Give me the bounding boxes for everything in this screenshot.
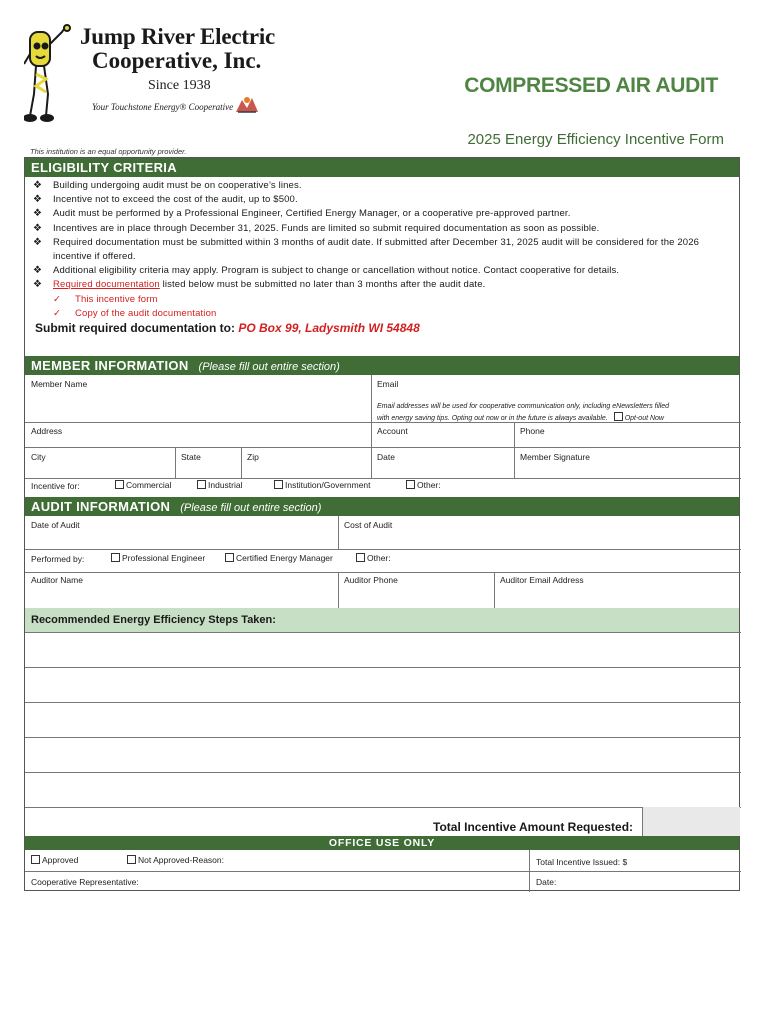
total-incentive-label: Total Incentive Amount Requested: (433, 820, 634, 834)
certified-energy-manager-checkbox[interactable] (225, 553, 234, 562)
form-frame (24, 157, 740, 891)
recommended-step-line[interactable] (25, 667, 741, 668)
not-approved-checkbox[interactable] (127, 855, 136, 864)
diamond-bullet-icon: ❖ (33, 180, 43, 191)
org-since: Since 1938 (148, 78, 211, 93)
professional-engineer-checkbox[interactable] (111, 553, 120, 562)
list-item: ❖ Incentives are in place through December 31, 2025. Funds are limited so submit required documentation as soon as possible. (33, 222, 733, 236)
other-checkbox[interactable] (406, 480, 415, 489)
email-note: Email addresses will be used for cooperative communication only, including eNewsletters filled with energy saving tips. Opting out now or in the future is always available. Opt-out Now (377, 403, 670, 422)
phone-label: Phone (520, 426, 545, 436)
org-name-line1: Jump River Electric (80, 24, 276, 49)
auditor-name-label: Auditor Name (31, 575, 83, 585)
checkmark-icon: ✓ (53, 307, 62, 319)
diamond-bullet-icon: ❖ (33, 279, 43, 291)
auditor-other-checkbox[interactable] (356, 553, 365, 562)
recommended-step-line[interactable] (25, 772, 741, 773)
state-label: State (181, 452, 201, 462)
list-item: ❖ Incentive not to exceed the cost of the audit, up to $500. (33, 193, 733, 207)
audit-info-note: (Please fill out entire section) (180, 502, 322, 514)
commercial-option[interactable]: Commercial (115, 480, 171, 490)
recommended-steps-header: Recommended Energy Efficiency Steps Taken: (25, 608, 739, 632)
required-documentation-link[interactable]: Required documentation (53, 279, 160, 291)
not-approved-option[interactable]: Not Approved-Reason: (127, 855, 224, 865)
list-item: ✓ Copy of the audit documentation (33, 307, 733, 321)
approved-option[interactable]: Approved (31, 855, 78, 865)
member-signature-label: Member Signature (520, 452, 590, 462)
diamond-bullet-icon: ❖ (33, 194, 43, 206)
list-item: ❖ Required documentation must be submitted within 3 months of audit date. If submitted after December 31, 2025 audit will be considered for the 2026 incentive if offered. (33, 236, 733, 264)
industrial-checkbox[interactable] (197, 480, 206, 489)
zip-label: Zip (247, 452, 259, 462)
member-info-note: (Please fill out entire section) (198, 361, 340, 373)
institution-option[interactable]: Institution/Government (274, 480, 371, 490)
commercial-checkbox[interactable] (115, 480, 124, 489)
cooperative-logo (24, 18, 284, 128)
member-name-label: Member Name (31, 379, 88, 389)
submit-address: PO Box 99, Ladysmith WI 54848 (238, 321, 420, 335)
recommended-step-line[interactable] (25, 702, 741, 703)
cost-of-audit-label: Cost of Audit (344, 520, 393, 530)
approved-checkbox[interactable] (31, 855, 40, 864)
form-title: COMPRESSED AIR AUDIT (464, 74, 718, 97)
touchstone-energy-icon (234, 94, 260, 114)
opt-out-label: Opt-out Now (624, 415, 664, 422)
list-item: ❖ Additional eligibility criteria may apply. Program is subject to change or cancellation without notice. Contact cooperative for details. (33, 264, 733, 278)
date-of-audit-label: Date of Audit (31, 520, 80, 530)
diamond-bullet-icon: ❖ (33, 208, 43, 220)
city-label: City (31, 452, 46, 462)
submit-instructions: Submit required documentation to: PO Box 99, Ladysmith WI 54848 (35, 321, 420, 335)
email-label: Email (377, 379, 399, 389)
list-item: ❖ Building undergoing audit must be on cooperative’s lines. (33, 179, 733, 193)
equal-opportunity-notice: This institution is an equal opportunity provider. (30, 147, 187, 156)
other-option[interactable]: Other: (406, 480, 441, 490)
member-info-title: MEMBER INFORMATION (31, 358, 189, 373)
member-info-header (25, 356, 739, 375)
eligibility-list (33, 179, 733, 321)
professional-engineer-option[interactable]: Professional Engineer (111, 553, 205, 563)
checkmark-icon: ✓ (53, 293, 62, 305)
reddy-kilowatt-mascot-icon (24, 24, 76, 124)
total-issued-label: Total Incentive Issued: $ (536, 857, 628, 867)
audit-info-header (25, 497, 739, 516)
recommended-step-line[interactable] (25, 807, 741, 808)
opt-out-checkbox[interactable] (614, 412, 623, 421)
auditor-email-label: Auditor Email Address (500, 575, 584, 585)
diamond-bullet-icon: ❖ (33, 236, 43, 248)
recommended-step-line[interactable] (25, 737, 741, 738)
list-item: ❖ Required documentation listed below must be submitted no later than 3 months after the audit date. (33, 278, 733, 292)
form-subtitle: 2025 Energy Efficiency Incentive Form (467, 131, 724, 148)
certified-energy-manager-option[interactable]: Certified Energy Manager (225, 553, 333, 563)
eligibility-header (25, 158, 739, 177)
diamond-bullet-icon: ❖ (33, 222, 43, 234)
total-incentive-input[interactable] (642, 807, 740, 836)
list-item: ❖ Audit must be performed by a Professional Engineer, Certified Energy Manager, or a cooperative pre-approved partner. (33, 207, 733, 221)
office-use-header: OFFICE USE ONLY (25, 836, 739, 850)
auditor-phone-label: Auditor Phone (344, 575, 398, 585)
coop-rep-label: Cooperative Representative: (31, 877, 139, 887)
list-item: ✓ This incentive form (33, 293, 733, 307)
eligibility-title: ELIGIBILITY CRITERIA (31, 160, 177, 175)
date-label: Date (377, 452, 395, 462)
performed-by-label: Performed by: (31, 554, 85, 564)
diamond-bullet-icon: ❖ (33, 265, 43, 277)
institution-checkbox[interactable] (274, 480, 283, 489)
account-label: Account (377, 426, 408, 436)
org-name-line2: Cooperative, Inc. (92, 48, 262, 73)
industrial-option[interactable]: Industrial (197, 480, 243, 490)
auditor-other-option[interactable]: Other: (356, 553, 391, 563)
office-date-label: Date: (536, 877, 557, 887)
org-tagline: Your Touchstone Energy® Cooperative (92, 102, 234, 112)
incentive-for-label: Incentive for: (31, 481, 80, 491)
address-label: Address (31, 426, 63, 436)
audit-info-title: AUDIT INFORMATION (31, 499, 171, 514)
